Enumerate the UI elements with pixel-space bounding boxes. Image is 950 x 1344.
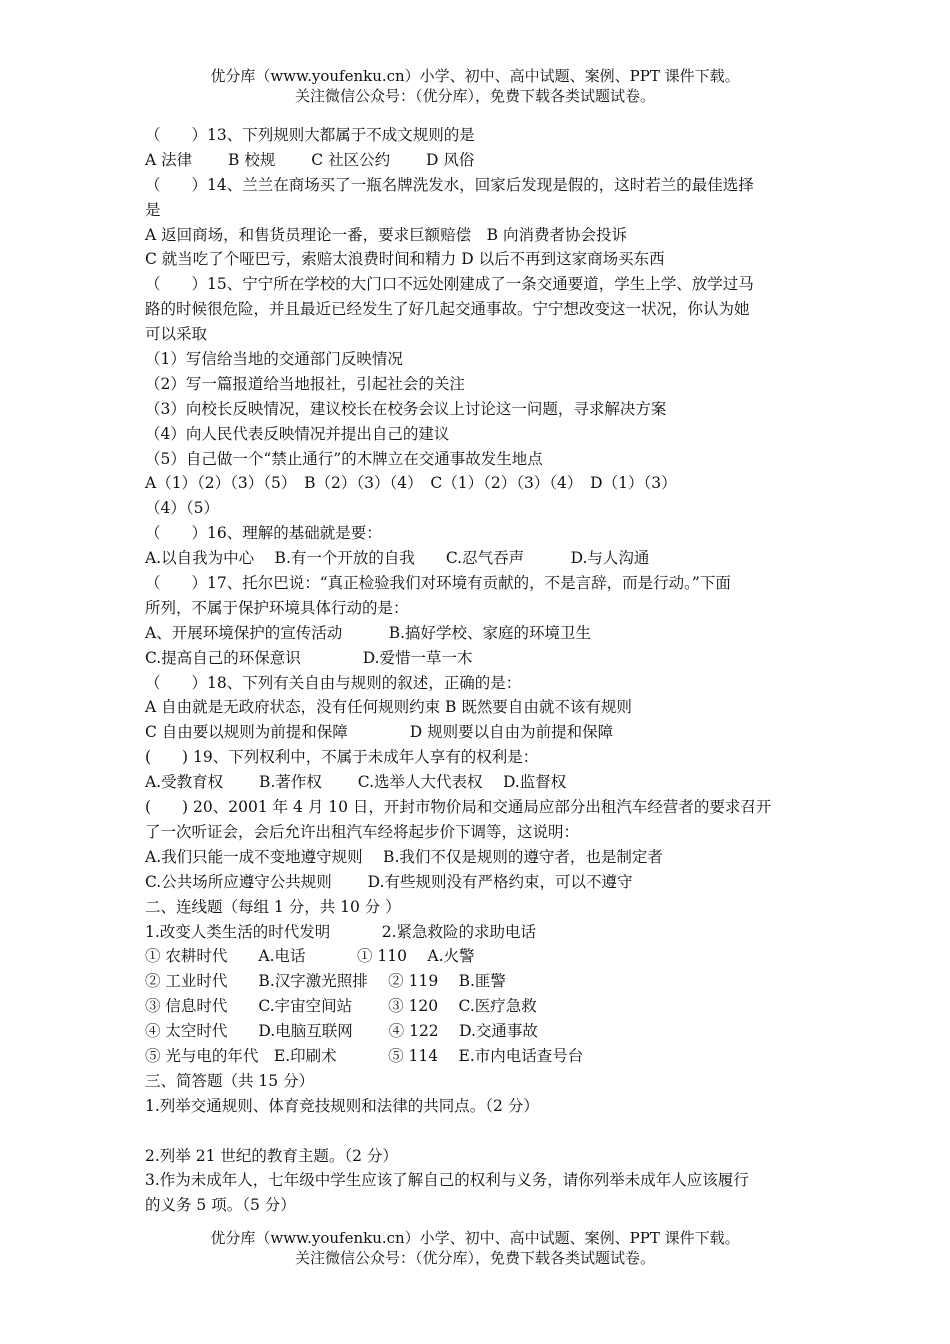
text-line: 可以采取 <box>145 325 208 344</box>
text-line: （5）自己做一个“禁止通行”的木牌立在交通事故发生地点 <box>145 449 543 468</box>
text-line: 是 <box>145 200 161 219</box>
text-line: A 自由就是无政府状态，没有任何规则约束 B 既然要自由就不该有规则 <box>145 698 632 717</box>
text-line: ① 农耕时代 A.电话 ① 110 A.火警 <box>145 947 475 966</box>
text-line: 1.列举交通规则、体育竞技规则和法律的共同点。（2 分） <box>145 1096 539 1115</box>
text-line: ( ) 20、2001 年 4 月 10 日，开封市物价局和交通局应部分出租汽车经营者的要求召开 <box>145 798 772 817</box>
text-line: （ ）14、兰兰在商场买了一瓶名牌洗发水，回家后发现是假的，这时若兰的最佳选择 <box>145 175 754 194</box>
text-line: C.提高自己的环保意识 D.爱惜一草一木 <box>145 648 473 667</box>
text-line: ② 工业时代 B.汉字激光照排 ② 119 B.匪警 <box>145 972 506 991</box>
text-line <box>145 1119 813 1144</box>
text-line: ④ 太空时代 D.电脑互联网 ④ 122 D.交通事故 <box>145 1022 538 1041</box>
text-line: （4）（5） <box>145 499 219 518</box>
text-line: 二、连线题（每组 1 分，共 10 分 ） <box>145 897 401 916</box>
text-line: A.我们只能一成不变地遵守规则 B.我们不仅是规则的遵守者，也是制定者 <box>145 847 663 866</box>
text-line: C 就当吃了个哑巴亏，索赔太浪费时间和精力 D 以后不再到这家商场买东西 <box>145 250 665 269</box>
text-line: （1）写信给当地的交通部门反映情况 <box>145 350 403 369</box>
header-line-2: 关注微信公众号：（优分库），免费下载各类试题试卷。 <box>294 87 655 105</box>
text-line: （4）向人民代表反映情况并提出自己的建议 <box>145 424 450 443</box>
page-footer <box>0 1228 950 1268</box>
document-body <box>145 123 813 1218</box>
text-line: A、开展环境保护的宣传活动 B.搞好学校、家庭的环境卫生 <box>145 623 592 642</box>
text-line: 的义务 5 项。（5 分） <box>145 1196 296 1215</box>
text-line: （3）向校长反映情况，建议校长在校务会议上讨论这一问题，寻求解决方案 <box>145 399 667 418</box>
text-line: （ ）16、理解的基础就是要： <box>145 524 382 543</box>
text-line: ③ 信息时代 C.宇宙空间站 ③ 120 C.医疗急救 <box>145 997 537 1016</box>
text-line: A（1）（2）（3）（5） B（2）（3）（4） C（1）（2）（3）（4） D（1）（3） <box>145 474 677 493</box>
text-line: 路的时候很危险，并且最近已经发生了好几起交通事故。宁宁想改变这一状况，你认为她 <box>145 300 750 319</box>
page-header <box>0 66 950 106</box>
text-line: ⑤ 光与电的年代 E.印刷术 ⑤ 114 E.市内电话查号台 <box>145 1046 584 1065</box>
footer-line-1: 优分库（www.youfenku.cn）小学、初中、高中试题、案例、PPT 课件下载。 <box>210 1229 740 1247</box>
text-line: A 返回商场，和售货员理论一番，要求巨额赔偿 B 向消费者协会投诉 <box>145 225 627 244</box>
header-line-1: 优分库（www.youfenku.cn）小学、初中、高中试题、案例、PPT 课件下载。 <box>210 67 740 85</box>
text-line: C 自由要以规则为前提和保障 D 规则要以自由为前提和保障 <box>145 723 614 742</box>
text-line: 1.改变人类生活的时代发明 2.紧急救险的求助电话 <box>145 922 537 941</box>
text-line: 2.列举 21 世纪的教育主题。（2 分） <box>145 1146 398 1165</box>
text-line: （ ）17、托尔巴说：“真正检验我们对环境有贡献的，不是言辞，而是行动。”下面 <box>145 574 731 593</box>
text-line: （ ）13、下列规则大都属于不成文规则的是 <box>145 126 475 144</box>
text-line: （ ）15、宁宁所在学校的大门口不远处刚建成了一条交通要道，学生上学、放学过马 <box>145 275 754 294</box>
text-line: 所列，不属于保护环境具体行动的是： <box>145 598 409 617</box>
text-line: A 法律 B 校规 C 社区公约 D 风俗 <box>145 150 475 169</box>
text-line: （ ）18、下列有关自由与规则的叙述，正确的是： <box>145 673 522 692</box>
text-line: C.公共场所应遵守公共规则 D.有些规则没有严格约束，可以不遵守 <box>145 872 633 891</box>
text-line: 三、简答题（共 15 分） <box>145 1071 315 1090</box>
text-line: 3.作为未成年人，七年级中学生应该了解自己的权利与义务，请你列举未成年人应该履行 <box>145 1171 749 1190</box>
text-line: 了一次听证会，会后允许出租汽车经将起步价下调等，这说明： <box>145 822 580 841</box>
text-line: A.受教育权 B.著作权 C.选举人大代表权 D.监督权 <box>145 773 567 792</box>
text-line: ( ) 19、下列权利中，不属于未成年人享有的权利是： <box>145 748 539 767</box>
text-line: A.以自我为中心 B.有一个开放的自我 C.忍气吞声 D.与人沟通 <box>145 549 650 568</box>
footer-line-2: 关注微信公众号：（优分库），免费下载各类试题试卷。 <box>294 1249 655 1267</box>
text-line: （2）写一篇报道给当地报社，引起社会的关注 <box>145 374 465 393</box>
